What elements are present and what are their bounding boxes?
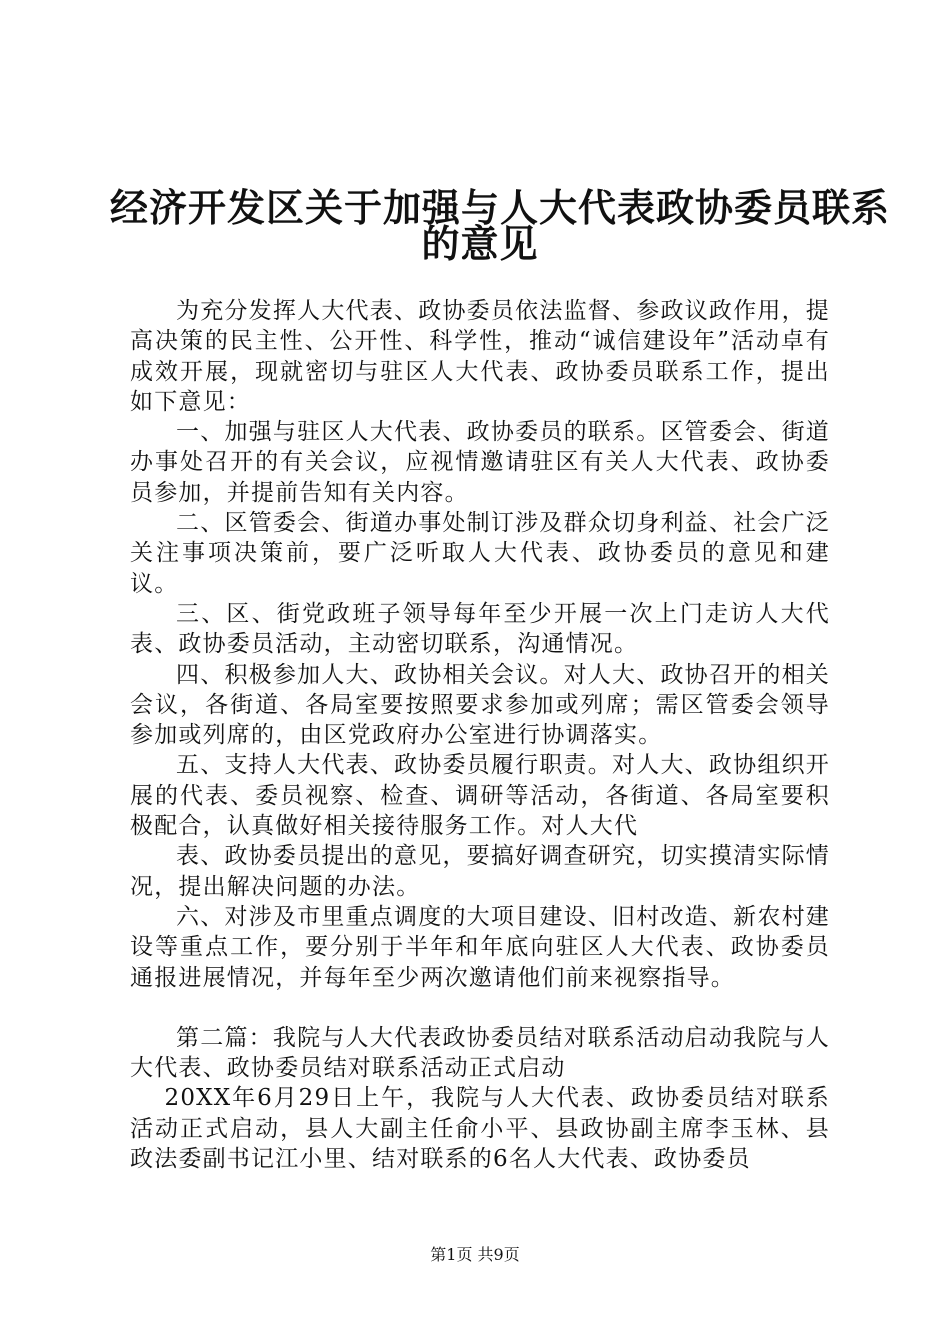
document-title-line-1: 经济开发区关于加强与人大代表政协委员联系	[110, 185, 891, 230]
paragraph-item-6: 六、对涉及市里重点调度的大项目建设、旧村改造、新农村建设等重点工作，要分别于半年和年底向驻区人大代表、政协委员通报进展情况，并每年至少两次邀请他们前来视察指导。	[130, 903, 830, 991]
paragraph-intro: 为充分发挥人大代表、政协委员依法监督、参政议政作用，提高决策的民主性、公开性、科学性，推动“诚信建设年”活动卓有成效开展，现就密切与驻区人大代表、政协委员联系工作，提出如下意见：	[130, 298, 830, 415]
section-2-heading: 第二篇：我院与人大代表政协委员结对联系活动启动我院与人大代表、政协委员结对联系活动正式启动	[130, 1024, 830, 1082]
document-body	[130, 296, 830, 1174]
paragraph-item-5-continued: 表、政协委员提出的意见，要搞好调查研究，切实摸清实际情况，提出解决问题的办法。	[130, 843, 830, 900]
document-title-line-2: 的意见	[421, 221, 539, 266]
paragraph-item-1: 一、加强与驻区人大代表、政协委员的联系。区管委会、街道办事处召开的有关会议，应视情邀请驻区有关人大代表、政协委员参加，并提前告知有关内容。	[130, 419, 830, 506]
paragraph-item-5: 五、支持人大代表、政协委员履行职责。对人大、政协组织开展的代表、委员视察、检查、调研等活动，各街道、各局室要积极配合，认真做好相关接待服务工作。对人大代	[130, 752, 830, 840]
paragraph-item-2: 二、区管委会、街道办事处制订涉及群众切身利益、社会广泛关注事项决策前，要广泛听取人大代表、政协委员的意见和建议。	[130, 510, 830, 597]
section-2-paragraph: 20XX年6月29日上午，我院与人大代表、政协委员结对联系活动正式启动，县人大副主任俞小平、县政协副主席李玉林、县政法委副书记江小里、结对联系的6名人大代表、政协委员	[130, 1085, 830, 1173]
paragraph-item-4: 四、积极参加人大、政协相关会议。对人大、政协召开的相关会议，各街道、各局室要按照要求参加或列席；需区管委会领导参加或列席的，由区党政府办公室进行协调落实。	[130, 661, 830, 749]
page-footer: 第1页 共9页	[430, 1245, 520, 1264]
paragraph-item-3: 三、区、街党政班子领导每年至少开展一次上门走访人大代表、政协委员活动，主动密切联系，沟通情况。	[130, 600, 830, 658]
